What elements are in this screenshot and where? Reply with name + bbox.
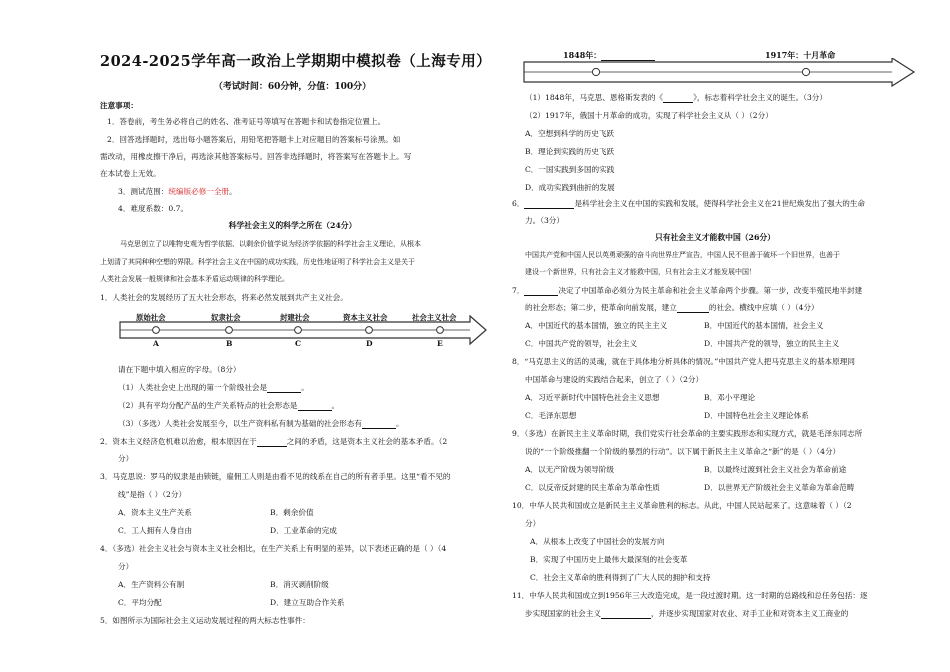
- question-5-1: [525, 92, 827, 103]
- section2-title: 只有社会主义才能救中国（26分）: [654, 233, 775, 242]
- question-1-1: （1）人类社会史上出现的第一个阶级社会是 。: [118, 383, 309, 392]
- answer-blank[interactable]: [524, 286, 558, 296]
- question-7-number: 7．: [512, 286, 525, 295]
- timeline-arrow: [522, 58, 917, 88]
- question-6-number: 6．: [512, 199, 525, 208]
- notice-item-3-suffix: 。: [229, 187, 237, 196]
- question-7-text-c: 的社会。横线中应填（ ）（4分）: [708, 303, 819, 312]
- question-11a: 11．中华人民共和国成立到1956年三大改造完成，是一段过渡时期。这一时期的总路线和总任务包括：逐: [512, 591, 868, 600]
- stage-letter-e: E: [437, 339, 443, 348]
- answer-blank[interactable]: [362, 419, 396, 429]
- option-9b[interactable]: B．以最终过渡到社会主义社会为革命前途: [704, 465, 847, 474]
- question-1-2: （2）具有平均分配产品的生产关系特点的社会形态是 。: [118, 401, 340, 410]
- option-7a[interactable]: A．中国近代的基本国情，独立的民主主义: [525, 321, 668, 330]
- question-10a: 10．中华人民共和国成立是新民主主义革命胜利的标志。从此，中国人民站起来了。这意味着（ ）（2: [512, 501, 852, 510]
- question-3a: 3．马克思说：罗马的奴隶是由锁链，雇佣工人则是由看不见的线系在自己的所有者手里。这里“看不见的: [100, 472, 451, 481]
- stage-label-2: 奴隶社会: [211, 313, 241, 322]
- notice-item-4: 4．难度系数：0.7。: [118, 204, 189, 213]
- timeline-1848: [563, 50, 655, 61]
- question-6-tail: 力。（3分）: [525, 216, 564, 225]
- section1-intro-3: 人类社会发展一般规律和社会基本矛盾运动规律的科学理论。: [100, 275, 289, 283]
- question-6: [512, 198, 865, 209]
- option-3d[interactable]: D．工业革命的完成: [270, 526, 337, 535]
- option-4d[interactable]: D．建立互助合作关系: [270, 598, 345, 607]
- answer-blank[interactable]: [257, 437, 287, 447]
- question-7-text-b: 的社会形态；第二步，使革命向前发展，建立: [525, 303, 677, 312]
- stage-label-1: 原始社会: [136, 313, 166, 322]
- option-9a[interactable]: A．以无产阶级为领导阶级: [525, 465, 615, 474]
- answer-blank[interactable]: [524, 199, 574, 209]
- section1-intro-1: 马克思创立了以唯物史观为哲学依据、以剩余价值学说为经济学依据的科学社会主义理论，从根本: [120, 240, 421, 248]
- question-11-text-a: 步实现国家的社会主义: [525, 609, 601, 618]
- stage-label-5: 社会主义社会: [412, 313, 457, 322]
- stage-label-4: 资本主义社会: [343, 313, 388, 322]
- exam-info: （考试时间：60分钟，分值：100分）: [213, 82, 372, 92]
- option-3a[interactable]: A．资本主义生产关系: [118, 508, 192, 517]
- option-9d[interactable]: D．以世界无产阶级社会主义革命为革命范畴: [704, 483, 855, 492]
- answer-blank[interactable]: [298, 401, 332, 411]
- option-8c[interactable]: C．毛泽东思想: [525, 411, 577, 420]
- option-3b[interactable]: B．剩余价值: [270, 508, 314, 517]
- question-8b: 中国革命与建设的实践结合起来，创立了（ ）（2分）: [525, 375, 704, 384]
- section1-intro-2: 上划清了其同种种空想的界限。科学社会主义在中国的成功实践，历史性地证明了科学社会主义是关于: [100, 258, 415, 266]
- option-10b[interactable]: B．实现了中国历史上最伟大最深刻的社会变革: [530, 555, 688, 564]
- option-7d[interactable]: D．中国共产党的领导，独立的民主主义: [704, 339, 840, 348]
- notice-item-2b: 需改动，用橡皮擦干净后，再选涂其他答案标号。回答非选择题时，将答案写在答题卡上。写: [100, 152, 412, 161]
- answer-blank[interactable]: [663, 93, 693, 103]
- question-1-3-text: （3）（多选）人类社会发展至今，以生产资料私有制为基础的社会形态有: [118, 419, 363, 428]
- notice-heading: 注意事项：: [100, 101, 138, 110]
- answer-blank[interactable]: [677, 303, 709, 313]
- question-1-2-text: （2）具有平均分配产品的生产关系特点的社会形态是: [118, 401, 298, 410]
- question-6-text: 是科学社会主义在中国的实践和发展，使得科学社会主义在21世纪焕发出了强大的生命: [574, 199, 866, 208]
- question-9b: 说的“一个阶级推翻一个阶级的暴烈的行动”。以下属于新民主主义革命之“新”的是（ ）（4分）: [525, 447, 841, 456]
- question-1-3: （3）（多选）人类社会发展至今，以生产资料私有制为基础的社会形态有 。: [118, 419, 404, 428]
- stage-letter-b: B: [226, 339, 233, 348]
- option-5d[interactable]: D．成功实践到曲折的发展: [525, 183, 615, 192]
- notice-item-2a: 2．回答选择题时，选出每小题答案后，用铅笔把答题卡上对应题目的答案标号涂黑。如: [107, 135, 401, 144]
- option-7b[interactable]: B．中国近代的基本国情，社会主义: [704, 321, 824, 330]
- notice-item-3-prefix: 3．测试范围：: [118, 187, 169, 196]
- question-1-instruction: 请在下题中填入相应的字母。（8分）: [118, 365, 241, 374]
- question-11-text-b: ，并逐步实现国家对农业、对手工业和对资本主义工商业的: [650, 609, 849, 618]
- test-scope: 统编版必修一全册: [168, 187, 230, 196]
- question-5-1-text-b: 》，标志着科学社会主义的诞生。（3分）: [693, 93, 827, 102]
- timeline-1848-label: 1848年：: [563, 50, 602, 60]
- question-9a: 9．（多选）在新民主主义革命时期，我们党实行社会革命的主要实践形态和实现方式，就是毛泽东同志所: [512, 429, 863, 438]
- option-5b[interactable]: B．理论到实践的历史飞跃: [525, 147, 615, 156]
- question-7-text-a: 决定了中国革命必须分为民主革命和社会主义革命两个步骤。第一步，改变半殖民地半封建: [558, 286, 863, 295]
- question-11b: [525, 608, 848, 619]
- question-2-text-a: 2．资本主义经济危机难以治愈，根本原因在于: [100, 437, 257, 446]
- question-5-1-text-a: （1）1848年，马克思、恩格斯发表的《: [525, 93, 664, 102]
- section1-title: 科学社会主义的科学之所在（24分）: [228, 221, 357, 230]
- question-5-2: （2）1917年，俄国十月革命的成功，实现了科学社会主义从（ ）（2分）: [525, 111, 773, 120]
- question-3b: 线”是指（ ）（2分）: [118, 490, 187, 499]
- question-10b: 分）: [525, 519, 541, 528]
- option-3c[interactable]: C．工人拥有人身自由: [118, 526, 193, 535]
- question-2-tail: 分）: [118, 454, 134, 463]
- option-7c[interactable]: C．中国共产党的领导，社会主义: [525, 339, 638, 348]
- stage-letter-a: A: [153, 339, 159, 348]
- timeline-1917: 1917年：十月革命: [765, 50, 836, 60]
- question-8a: 8．“马克思主义的活的灵魂，就在于具体地分析具体的情况。”中国共产党人把马克思主义的基本原理同: [512, 357, 855, 366]
- answer-blank[interactable]: [601, 609, 651, 619]
- question-2: [100, 436, 447, 447]
- stage-label-3: 封建社会: [280, 313, 310, 322]
- option-8d[interactable]: D．中国特色社会主义理论体系: [704, 411, 809, 420]
- question-7b: [525, 302, 819, 313]
- option-4c[interactable]: C．平均分配: [118, 598, 162, 607]
- notice-item-2c: 在本试卷上无效。: [100, 169, 161, 178]
- page-title: 2024-2025学年高一政治上学期期中模拟卷（上海专用）: [100, 53, 492, 70]
- stage-letter-d: D: [366, 339, 373, 348]
- option-4b[interactable]: B．消灭剥削阶级: [270, 580, 329, 589]
- notice-item-1: 1．答卷前，考生务必将自己的姓名、准考证号等填写在答题卡和试卷指定位置上。: [107, 117, 386, 126]
- section2-intro-1: 中国共产党和中国人民以英勇顽强的奋斗向世界庄严宣告，中国人民不但善于破坏一个旧世界，也善于: [525, 251, 840, 259]
- question-2-text-b: 之间的矛盾，这是资本主义社会的基本矛盾。（2: [286, 437, 448, 446]
- option-4a[interactable]: A．生产资料公有制: [118, 580, 185, 589]
- question-1-1-text: （1）人类社会史上出现的第一个阶级社会是: [118, 383, 268, 392]
- answer-blank[interactable]: [601, 51, 655, 61]
- question-5: 5．如图所示为国际社会主义运动发展过程的两大标志性事件：: [100, 616, 310, 625]
- question-4a: 4．（多选）社会主义社会与资本主义社会相比，在生产关系上有明显的差异，以下表述正确的是（ ）（4: [100, 544, 447, 553]
- question-7a: [512, 285, 862, 296]
- option-5a[interactable]: A．空想到科学的历史飞跃: [525, 129, 615, 138]
- question-4b: 分）: [118, 562, 134, 571]
- stage-letter-c: C: [295, 339, 302, 348]
- option-8a[interactable]: A．习近平新时代中国特色社会主义思想: [525, 393, 660, 402]
- question-1: 1．人类社会的发展经历了五大社会形态，将来必然发展到共产主义社会。: [100, 293, 348, 302]
- option-10c[interactable]: C．社会主义革命的胜利得到了广大人民的拥护和支持: [530, 573, 711, 582]
- option-5c[interactable]: C．一国实践到多国的实践: [525, 165, 615, 174]
- option-9c[interactable]: C．以反帝反封建的民主革命为革命性质: [525, 483, 660, 492]
- option-8b[interactable]: B．邓小平理论: [704, 393, 756, 402]
- answer-blank[interactable]: [267, 383, 301, 393]
- notice-item-3: [118, 186, 237, 197]
- section2-intro-2: 建设一个新世界，只有社会主义才能救中国，只有社会主义才能发展中国！: [525, 268, 756, 276]
- option-10a[interactable]: A．从根本上改变了中国社会的发展方向: [530, 537, 665, 546]
